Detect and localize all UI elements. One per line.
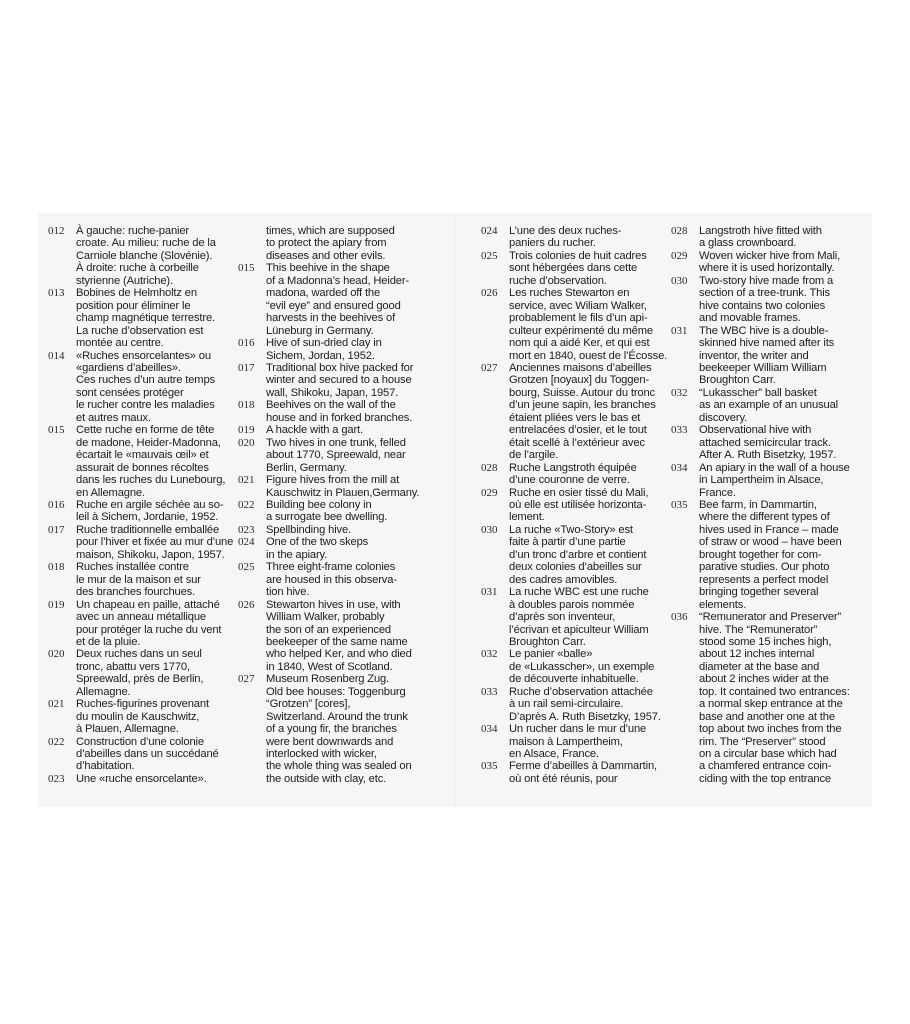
caption-line: diameter at the base and	[699, 660, 820, 673]
caption-line: are housed in this observa-	[266, 573, 397, 586]
caption-line: inventor, the writer and	[699, 349, 809, 362]
caption-line: d’un tronc d’arbre et contient	[509, 548, 647, 561]
caption-line: et de la pluie.	[76, 635, 141, 648]
caption-line: montée au centre.	[76, 337, 164, 350]
caption-line: Spellbinding hive.	[266, 523, 351, 536]
caption-number: 012	[48, 225, 65, 237]
caption-line: étaient pliées vers le bas et	[509, 411, 641, 424]
caption-line: Trois colonies de huit cadres	[509, 249, 647, 262]
caption-number: 032	[671, 386, 688, 399]
caption-line: deux colonies d’abeilles sur	[509, 561, 642, 574]
caption-line: lement.	[509, 511, 545, 524]
caption-number: 021	[238, 474, 255, 487]
caption-line: “Remunerator and Preserver”	[699, 611, 842, 624]
caption-entry	[238, 362, 438, 399]
caption-line: et autres maux.	[76, 411, 151, 424]
caption-line: le rucher contre les maladies	[76, 399, 215, 412]
caption-number: 014	[48, 349, 65, 362]
caption-line: Un rucher dans le mur d’une	[509, 723, 647, 736]
caption-line: de madone, Heider-Madonna,	[76, 436, 221, 449]
caption-number: 025	[481, 249, 498, 262]
caption-entry	[481, 462, 675, 487]
caption-line: où elle est utilisée horizonta-	[509, 498, 647, 511]
caption-line: «Ruches ensorcelantes» ou	[76, 349, 211, 362]
caption-line: and movable frames.	[699, 312, 801, 325]
caption-line: Ferme d’abeilles à Dammartin,	[509, 760, 657, 773]
caption-line: to protect the apiary from	[266, 237, 387, 250]
caption-entry	[671, 424, 871, 461]
caption-entry	[481, 362, 675, 462]
column-4	[671, 225, 871, 785]
caption-number: 016	[238, 337, 255, 350]
caption-line: Kauschwitz in Plauen,Germany.	[266, 486, 420, 499]
caption-entry	[48, 698, 242, 735]
caption-entry	[481, 760, 675, 785]
caption-entry	[238, 673, 438, 785]
caption-line: en Allemagne.	[76, 486, 145, 499]
caption-line: le mur de la maison et sur	[76, 573, 201, 586]
caption-number: 019	[238, 424, 255, 437]
caption-line: Grotzen [noyaux] du Toggen-	[509, 374, 650, 387]
caption-line: Old bee houses: Toggenburg	[266, 685, 406, 698]
caption-number: 022	[238, 498, 255, 511]
caption-line: top about two inches from the	[699, 723, 842, 736]
caption-entry	[671, 611, 871, 785]
caption-line: Switzerland. Around the trunk	[266, 710, 408, 723]
caption-line: à un rail semi-circulaire.	[509, 698, 624, 711]
caption-line: elements.	[699, 598, 747, 611]
caption-line: tion hive.	[266, 586, 310, 599]
caption-line: pour protéger la ruche du vent	[76, 623, 222, 636]
caption-entry	[238, 499, 438, 524]
caption-line: du moulin de Kauschwitz,	[76, 710, 200, 723]
caption-line: Ruche traditionnelle emballée	[76, 523, 220, 536]
caption-entry	[238, 524, 438, 536]
caption-line: à doubles parois nommée	[509, 598, 635, 611]
caption-line: France.	[699, 486, 736, 499]
column-2	[238, 225, 438, 785]
caption-line: a normal skep entrance at the	[699, 698, 843, 711]
caption-entry	[481, 648, 675, 685]
caption-line: of a young fir, the branches	[266, 723, 397, 736]
caption-line: d’après son inventeur,	[509, 611, 616, 624]
caption-number: 017	[238, 361, 255, 374]
caption-line: Hive of sun-dried clay in	[266, 337, 382, 350]
caption-entry	[48, 561, 242, 598]
caption-number: 019	[48, 598, 65, 611]
caption-number: 033	[671, 424, 688, 437]
caption-line: on a circular base which had	[699, 748, 837, 761]
caption-line: Sichem, Jordan, 1952.	[266, 349, 375, 362]
caption-line: stood some 15 inches high,	[699, 635, 832, 648]
caption-line: position pour éliminer le	[76, 299, 191, 312]
caption-line: culteur expérimenté du même	[509, 324, 653, 337]
caption-line: attached semicircular track.	[699, 436, 831, 449]
caption-number: 025	[238, 561, 255, 574]
caption-line: This beehive in the shape	[266, 262, 390, 275]
caption-line: ruche d’observation.	[509, 274, 607, 287]
caption-number: 016	[48, 498, 65, 511]
caption-entry	[238, 536, 438, 561]
caption-entry	[48, 287, 242, 349]
caption-line: mort en 1840, ouest de l’Écosse.	[509, 349, 668, 362]
caption-number: 023	[238, 523, 255, 536]
caption-line: maison à Lampertheim,	[509, 735, 623, 748]
caption-line: Ruches-figurines provenant	[76, 698, 209, 711]
caption-line: One of the two skeps	[266, 536, 369, 549]
caption-line: écartait le «mauvais œil» et	[76, 449, 209, 462]
caption-line: ciding with the top entrance	[699, 772, 832, 785]
caption-number: 024	[481, 225, 498, 237]
caption-line: Building bee colony in	[266, 498, 372, 511]
caption-entry	[481, 586, 675, 648]
caption-number: 034	[671, 461, 688, 474]
page-gutter	[454, 213, 456, 807]
caption-line: La ruche d’observation est	[76, 324, 204, 337]
caption-line: Le panier «balle»	[509, 648, 593, 661]
caption-line: the whole thing was sealed on	[266, 760, 412, 773]
caption-line: service, avec Wiliam Walker,	[509, 299, 647, 312]
caption-number: 017	[48, 523, 65, 536]
caption-line: about 12 inches internal	[699, 648, 815, 661]
caption-line: Berlin, Germany.	[266, 461, 347, 474]
caption-line: Observational hive with	[699, 424, 812, 437]
caption-line: Une «ruche ensorcelante».	[76, 772, 207, 785]
caption-number: 027	[481, 361, 498, 374]
caption-number: 030	[671, 274, 688, 287]
caption-number: 033	[481, 685, 498, 698]
caption-line: in Lampertheim in Alsace,	[699, 474, 824, 487]
caption-line: Broughton Carr.	[509, 635, 586, 648]
caption-line: represents a perfect model	[699, 573, 829, 586]
caption-number: 018	[48, 561, 65, 574]
caption-line: harvests in the beehives of	[266, 312, 396, 325]
caption-line: La ruche WBC est une ruche	[509, 586, 649, 599]
caption-line: wall, Shikoku, Japan, 1957.	[266, 386, 399, 399]
caption-number: 026	[481, 287, 498, 300]
caption-number: 021	[48, 698, 65, 711]
caption-line: sont censées protéger	[76, 386, 184, 399]
caption-line: à Plauen, Allemagne.	[76, 723, 179, 736]
caption-line: in 1840, West of Scotland.	[266, 660, 393, 673]
caption-line: winter and secured to a house	[266, 374, 412, 387]
caption-line: where it is used horizontally.	[699, 262, 835, 275]
caption-entry	[48, 350, 242, 425]
caption-line: where the different types of	[699, 511, 830, 524]
caption-number: 024	[238, 536, 255, 549]
caption-line: base and another one at the	[699, 710, 835, 723]
caption-line: madona, warded off the	[266, 287, 381, 300]
caption-line: Beehives on the wall of the	[266, 399, 396, 412]
caption-line: Two-story hive made from a	[699, 274, 834, 287]
caption-line: de «Lukasscher», un exemple	[509, 660, 655, 673]
caption-number: 015	[238, 262, 255, 275]
caption-line: À gauche: ruche-panier	[76, 225, 189, 237]
caption-line: about 1770, Spreewald, near	[266, 449, 406, 462]
book-spread	[38, 213, 872, 807]
caption-line: parative studies. Our photo	[699, 561, 830, 574]
caption-line: Allemagne.	[76, 685, 131, 698]
caption-line: où ont été réunis, pour	[509, 772, 618, 785]
caption-number: 028	[671, 225, 688, 237]
caption-line: Broughton Carr.	[699, 374, 776, 387]
caption-number: 022	[48, 735, 65, 748]
caption-line: Un chapeau en paille, attaché	[76, 598, 220, 611]
caption-entry	[671, 225, 871, 250]
caption-line: croate. Au milieu: ruche de la	[76, 237, 216, 250]
caption-line: pour l’hiver et fixée au mur d’une	[76, 536, 234, 549]
caption-line: des cadres amovibles.	[509, 573, 618, 586]
caption-number: 020	[48, 648, 65, 661]
caption-line: Anciennes maisons d’abeilles	[509, 361, 652, 374]
caption-number: 023	[48, 772, 65, 785]
caption-entry	[238, 337, 438, 362]
caption-line: Ruche en argile séchée au so-	[76, 498, 224, 511]
caption-line: sont hébergées dans cette	[509, 262, 638, 275]
caption-number: 020	[238, 436, 255, 449]
caption-line: Bee farm, in Dammartin,	[699, 498, 817, 511]
caption-line: times, which are supposed	[266, 225, 395, 237]
caption-line: Cette ruche en forme de tête	[76, 424, 215, 437]
caption-line: hive. The “Remunerator”	[699, 623, 818, 636]
caption-number: 030	[481, 523, 498, 536]
caption-line: Bobines de Helmholtz en	[76, 287, 197, 300]
caption-entry	[48, 424, 242, 499]
caption-entry	[238, 424, 438, 436]
caption-entry	[481, 487, 675, 524]
caption-line: Stewarton hives in use, with	[266, 598, 401, 611]
caption-line: “Grotzen” [cores],	[266, 698, 351, 711]
caption-line: hive contains two colonies	[699, 299, 826, 312]
caption-line: bourg, Suisse. Autour du tronc	[509, 386, 656, 399]
caption-entry	[48, 773, 242, 785]
caption-line: dans les ruches du Lunebourg,	[76, 474, 226, 487]
caption-entry	[671, 275, 871, 325]
caption-line: Ruche Langstroth équipée	[509, 461, 637, 474]
caption-number: 013	[48, 287, 65, 300]
caption-line: Woven wicker hive from Mali,	[699, 249, 841, 262]
caption-entry	[238, 399, 438, 424]
caption-line: La ruche «Two-Story» est	[509, 523, 633, 536]
caption-number: 035	[481, 760, 498, 773]
caption-line: brought together for com-	[699, 548, 822, 561]
caption-number: 018	[238, 399, 255, 412]
caption-line: Three eight-frame colonies	[266, 561, 396, 574]
caption-line: Les ruches Stewarton en	[509, 287, 630, 300]
caption-line: in the apiary.	[266, 548, 328, 561]
caption-entry	[481, 287, 675, 362]
caption-line: the outside with clay, etc.	[266, 772, 387, 785]
caption-number: 029	[671, 249, 688, 262]
caption-number: 032	[481, 648, 498, 661]
caption-line: Ruche d’observation attachée	[509, 685, 653, 698]
caption-line: entrelacées d’osier, et le tout	[509, 424, 647, 437]
caption-number: 034	[481, 723, 498, 736]
caption-line: beekeeper of the same name	[266, 635, 408, 648]
caption-line: of straw or wood – have been	[699, 536, 842, 549]
caption-line: A hackle with a gart.	[266, 424, 363, 437]
caption-number: 031	[481, 586, 498, 599]
caption-entry	[671, 250, 871, 275]
caption-line: of a Madonna’s head, Heider-	[266, 274, 409, 287]
caption-line: nom qui a aidé Ker, et qui est	[509, 337, 650, 350]
column-1	[48, 225, 242, 785]
caption-line: assurait de bonnes récoltes	[76, 461, 209, 474]
caption-number: 029	[481, 486, 498, 499]
caption-line: Figure hives from the mill at	[266, 474, 400, 487]
caption-line: avec un anneau métallique	[76, 611, 206, 624]
caption-entry	[481, 524, 675, 586]
caption-line: The WBC hive is a double-	[699, 324, 829, 337]
caption-line: tronc, abattu vers 1770,	[76, 660, 190, 673]
caption-entry	[238, 262, 438, 337]
caption-line: maison, Shikoku, Japon, 1957.	[76, 548, 225, 561]
caption-number: 026	[238, 598, 255, 611]
caption-line: Traditional box hive packed for	[266, 361, 414, 374]
caption-line: l’écrivan et apiculteur William	[509, 623, 649, 636]
caption-line: en Alsace, France.	[509, 748, 599, 761]
caption-line: a surrogate bee dwelling.	[266, 511, 388, 524]
caption-line: À droite: ruche à corbeille	[76, 262, 199, 275]
caption-line: Deux ruches dans un seul	[76, 648, 202, 661]
caption-entry	[671, 499, 871, 611]
caption-entry	[48, 524, 242, 561]
caption-line: were bent downwards and	[266, 735, 394, 748]
caption-line: who helped Ker, and who died	[266, 648, 412, 661]
caption-line: discovery.	[699, 411, 748, 424]
caption-entry	[481, 723, 675, 760]
caption-number: 035	[671, 498, 688, 511]
caption-entry	[671, 387, 871, 424]
caption-line: Two hives in one trunk, felled	[266, 436, 406, 449]
caption-entry	[671, 325, 871, 387]
caption-line: the son of an experienced	[266, 623, 391, 636]
caption-line: a chamfered entrance coin-	[699, 760, 832, 773]
caption-line: paniers du rucher.	[509, 237, 596, 250]
caption-line: D’après A. Ruth Bisetzky, 1957.	[509, 710, 661, 723]
caption-entry	[238, 474, 438, 499]
caption-line: d’abeilles dans un succédané	[76, 748, 219, 761]
caption-line: d’habitation.	[76, 760, 135, 773]
caption-entry	[671, 462, 871, 499]
caption-line: leil à Sichem, Jordanie, 1952.	[76, 511, 219, 524]
caption-entry	[48, 599, 242, 649]
caption-entry	[238, 561, 438, 598]
caption-line: bringing together several	[699, 586, 819, 599]
caption-line: Carniole blanche (Slovénie).	[76, 249, 213, 262]
caption-line: de l’argile.	[509, 449, 559, 462]
caption-line: “evil eye” and ensured good	[266, 299, 401, 312]
caption-line: After A. Ruth Bisetzky, 1957.	[699, 449, 837, 462]
caption-line: as an example of an unusual	[699, 399, 839, 412]
caption-line: An apiary in the wall of a house	[699, 461, 850, 474]
caption-line: beekeeper William William	[699, 361, 827, 374]
caption-line: section of a tree-trunk. This	[699, 287, 830, 300]
caption-line: skinned hive named after its	[699, 337, 835, 350]
caption-line: d’une couronne de verre.	[509, 474, 630, 487]
caption-line: rim. The “Preserver” stood	[699, 735, 826, 748]
caption-line: d’un jeune sapin, les branches	[509, 399, 656, 412]
caption-entry	[48, 648, 242, 698]
caption-number: 031	[671, 324, 688, 337]
caption-line: probablement le fils d’un api-	[509, 312, 648, 325]
caption-line: L’une des deux ruches-	[509, 225, 622, 237]
caption-entry	[481, 225, 675, 250]
caption-entry	[238, 225, 438, 262]
caption-entry	[238, 599, 438, 674]
caption-line: “Lukasscher” ball basket	[699, 386, 817, 399]
caption-entry	[481, 686, 675, 723]
caption-line: était scellé à l’extérieur avec	[509, 436, 645, 449]
caption-line: Museum Rosenberg Zug.	[266, 673, 390, 686]
caption-line: des branches fourchues.	[76, 586, 196, 599]
caption-line: hives used in France – made	[699, 523, 839, 536]
caption-line: about 2 inches wider at the	[699, 673, 829, 686]
caption-line: diseases and other evils.	[266, 249, 386, 262]
caption-line: Lüneburg in Germany.	[266, 324, 374, 337]
caption-line: Ruche en osier tissé du Mali,	[509, 486, 649, 499]
caption-entry	[48, 499, 242, 524]
caption-line: house and in forked branches.	[266, 411, 413, 424]
caption-entry	[481, 250, 675, 287]
caption-line: Construction d’une colonie	[76, 735, 204, 748]
caption-line: faite à partir d’une partie	[509, 536, 626, 549]
caption-entry	[48, 736, 242, 773]
caption-entry	[48, 225, 242, 287]
caption-line: de découverte inhabituelle.	[509, 673, 639, 686]
caption-line: styrienne (Autriche).	[76, 274, 173, 287]
caption-number: 036	[671, 611, 688, 624]
caption-line: top. It contained two entrances:	[699, 685, 850, 698]
caption-number: 028	[481, 461, 498, 474]
caption-number: 015	[48, 424, 65, 437]
caption-line: interlocked with wicker,	[266, 748, 377, 761]
caption-line: Ces ruches d’un autre temps	[76, 374, 215, 387]
caption-line: champ magnétique terrestre.	[76, 312, 215, 325]
caption-entry	[238, 437, 438, 474]
caption-line: Ruches installée contre	[76, 561, 189, 574]
caption-line: «gardiens d’abeilles».	[76, 361, 181, 374]
caption-line: a glass crownboard.	[699, 237, 797, 250]
caption-line: Langstroth hive fitted with	[699, 225, 822, 237]
caption-line: Spreewald, près de Berlin,	[76, 673, 204, 686]
caption-number: 027	[238, 673, 255, 686]
caption-line: William Walker, probably	[266, 611, 385, 624]
column-3	[481, 225, 675, 785]
